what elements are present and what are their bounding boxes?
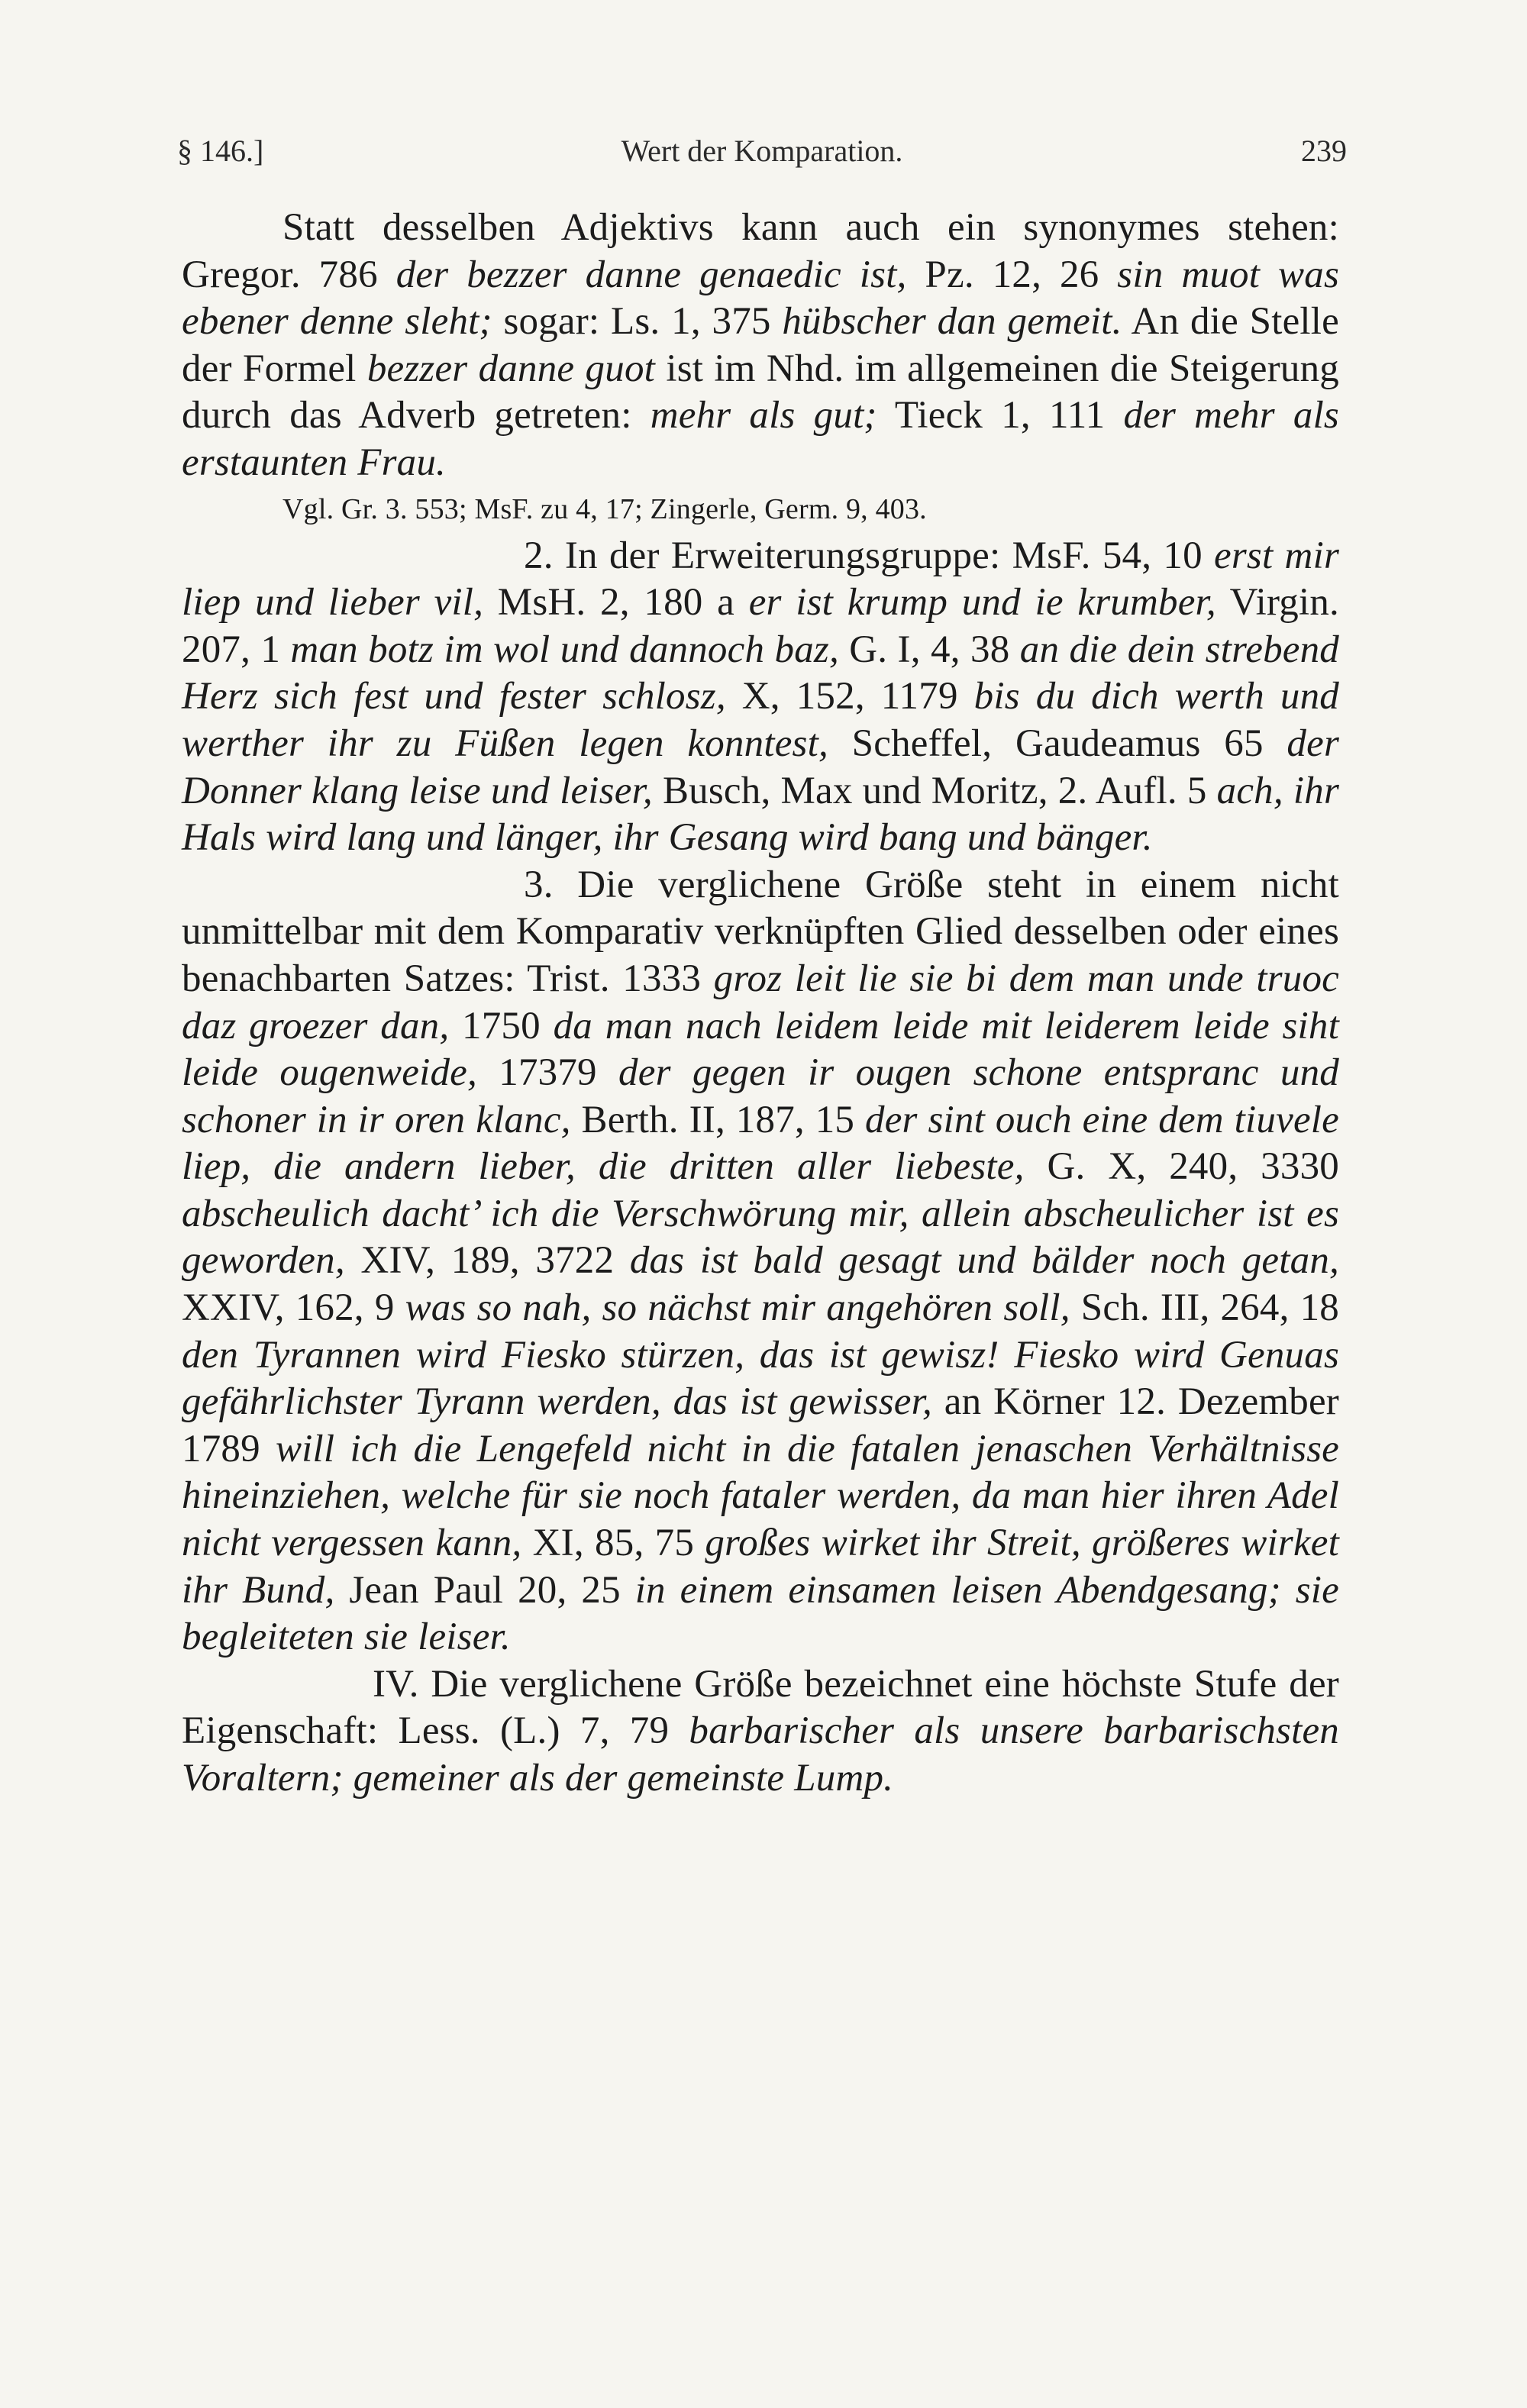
running-header (177, 128, 1347, 174)
running-title: Wert der Komparation. (621, 134, 903, 168)
paragraph-erweiterungsgruppe (182, 533, 1339, 862)
quote-run: den Tyrannen wird Fiesko stürzen, das ist gewisz! Fiesko wird Genuas gefährlichster Tyrann werden, das ist gewisser, (182, 1333, 1339, 1424)
quote-run: in einem einsamen leisen Abendgesang; sie begleiteten sie leiser. (182, 1568, 1339, 1659)
text-run (344, 1757, 354, 1800)
text-run: 1750 (449, 1004, 554, 1047)
quote-run: der mehr als erstaunten Frau. (182, 394, 1339, 484)
text-run: an Körner 12. Dezember 1789 (182, 1380, 1339, 1470)
text-run: 17379 (476, 1051, 619, 1095)
text-run: XXIV, 162, 9 (182, 1286, 405, 1330)
text-run: G. X, 240, 3330 (1024, 1145, 1339, 1189)
text-run: Virgin. 207, 1 (182, 581, 1339, 671)
text-run: X, 152, 1179 (725, 675, 974, 718)
quote-run: ach, ihr Hals wird lang und länger, ihr Gesang wird bang und bänger. (182, 769, 1339, 860)
section-number: § 146.] (177, 134, 264, 168)
quote-run: das ist bald gesagt und bälder noch getan, (629, 1239, 1339, 1283)
quote-run: will ich die Lengefeld nicht in die fatalen jenaschen Verhältnisse hineinziehen, welche für sie noch fataler werden, da man hier ihren Adel nicht vergessen kann, (182, 1427, 1339, 1565)
body-text (182, 205, 1339, 1803)
text-run: MsH. 2, 180 a (483, 581, 749, 625)
quote-run: sin muot was ebener denne sleht; (182, 253, 1339, 344)
quote-run: erst mir liep und lieber vil, (182, 534, 1339, 625)
quote-run: hübscher dan gemeit. (782, 300, 1122, 344)
text-run: Scheffel, Gaudeamus 65 (828, 721, 1287, 765)
paragraph-synonym (182, 205, 1339, 487)
text-run: Sch. III, 264, 18 (1070, 1286, 1339, 1330)
text-run: 3. Die verglichene Größe steht in einem nicht unmittelbar mit dem Komparativ verknüpften Glied desselben oder eines benachbarten Satzes: Trist. 1333 (182, 863, 1339, 1000)
page-number: 239 (1301, 134, 1347, 168)
text-run: XI, 85, 75 (521, 1522, 705, 1565)
text-run: An die Stelle der Formel (182, 300, 1339, 390)
reference-line: Vgl. Gr. 3. 553; MsF. zu 4, 17; Zingerle, Germ. 9, 403. (282, 492, 927, 525)
text-run: Pz. 12, 26 (906, 253, 1118, 296)
text-run: Jean Paul 20, 25 (334, 1568, 635, 1612)
text-run: IV. Die verglichene Größe bezeichnet eine höchste Stufe der Eigenschaft: Less. (L.) 7, 79 (182, 1662, 1339, 1753)
quote-run: der sint ouch eine dem tiuvele liep, die andern lieber, die dritten aller liebeste, (182, 1098, 1340, 1189)
quote-run: großes wirket ihr Streit, größeres wirket ihr Bund, (182, 1522, 1339, 1612)
quote-run: man botz im wol und dannoch baz, (290, 628, 839, 671)
quote-run: abscheulich dacht’ ich die Verschwörung mir, allein abscheulicher ist es geworden, (182, 1192, 1339, 1283)
text-run: ist im Nhd. im allgemeinen die Steigerung durch das Adverb getreten: (182, 347, 1339, 437)
text-run: Tieck 1, 111 (876, 394, 1124, 437)
quote-run: der bezzer danne genaedic ist, (395, 253, 907, 296)
text-run: XIV, 189, 3722 (344, 1239, 630, 1283)
paragraph-verglichene-groesse (182, 862, 1339, 1661)
quote-run: groz leit lie sie bi dem man unde truoc daz groezer dan, (182, 957, 1339, 1047)
text-run: 2. In der Erweiterungsgruppe: MsF. 54, 10 (524, 534, 1215, 577)
quote-run: da man nach leidem leide mit leiderem leide siht leide ougenweide, (182, 1004, 1339, 1095)
quote-run: was so nah, so nächst mir angehören soll, (405, 1286, 1070, 1330)
text-run: Berth. II, 187, 15 (570, 1098, 866, 1141)
quote-run: mehr als gut; (650, 394, 877, 437)
text-run: Busch, Max und Moritz, 2. Aufl. 5 (652, 769, 1217, 812)
quote-run: gemeiner als der gemeinste Lump. (353, 1757, 894, 1800)
text-run: Statt desselben Adjektivs kann auch ein synonymes stehen: Gregor. 786 (182, 206, 1339, 296)
quote-run: bezzer danne guot (366, 347, 656, 390)
text-run: G. I, 4, 38 (838, 628, 1020, 671)
quote-run: an die dein strebend Herz sich fest und fester schlosz, (182, 628, 1340, 718)
paragraph-hoechste-stufe (182, 1661, 1339, 1803)
quote-run: er ist krump und ie krumber, (748, 581, 1216, 625)
quote-run: barbarischer als unsere barbarischsten Voraltern; (182, 1709, 1339, 1800)
text-run: sogar: Ls. 1, 375 (492, 300, 783, 344)
quote-run: der Donner klang leise und leiser, (182, 721, 1340, 812)
quote-run: der gegen ir ougen schone entspranc und schoner in ir oren klanc, (182, 1051, 1340, 1141)
quote-run: bis du dich werth und werther ihr zu Füßen legen konntest, (182, 675, 1339, 765)
